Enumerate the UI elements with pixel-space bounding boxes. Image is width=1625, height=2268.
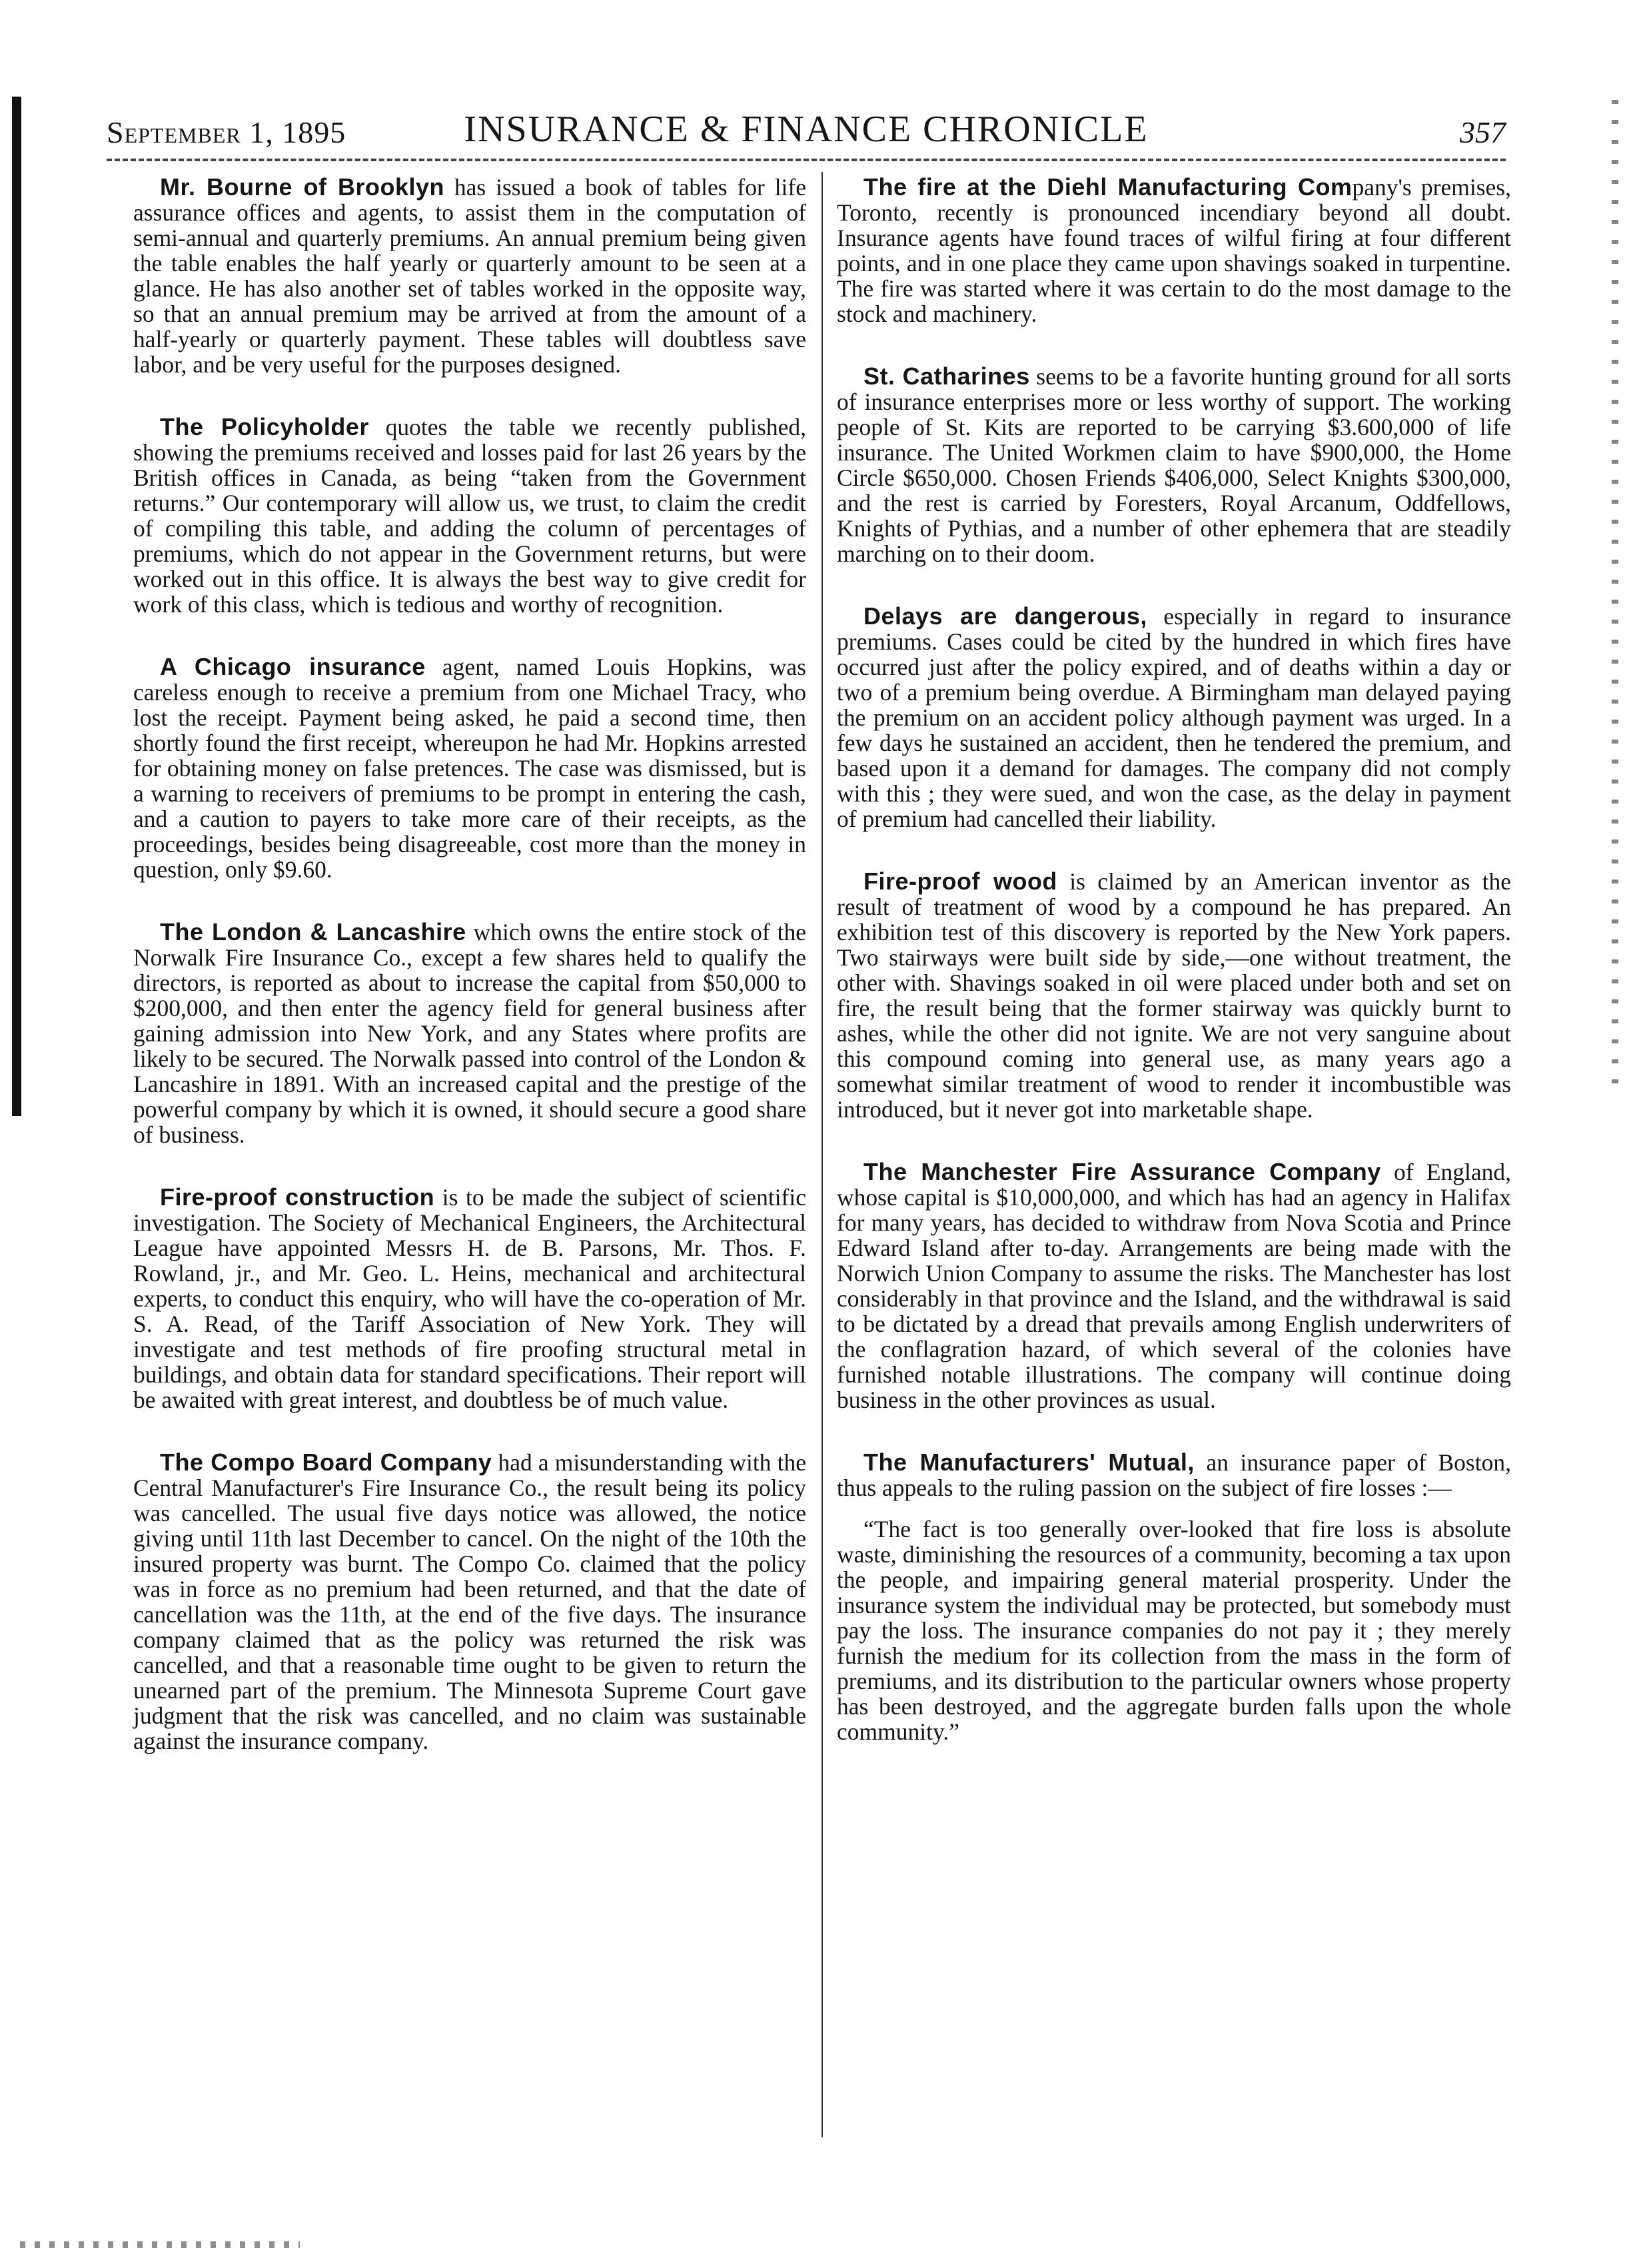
column-divider <box>821 172 823 2137</box>
article-lead: The Manufacturers' Mutual, <box>863 1448 1195 1476</box>
issue-date: September 1, 1895 <box>107 115 346 149</box>
article-lead: Mr. Bourne of Brooklyn <box>160 173 445 201</box>
article-text <box>837 604 1511 832</box>
article-text <box>133 1450 806 1754</box>
article-body: seems to be a favorite hunting ground for all sorts of insurance enterprises more or less worthy of support. The working people of St. Kits are reported to be carrying $3.600,000 of life insurance. The United Workmen claim to have $900,000, the Home Circle $650,000. Chosen Friends $406,000, Select Knights $300,000, and the rest is carried by Foresters, Royal Arcanum, Oddfellows, Knights of Pythias, and a number of other ephemera that are steadily marching on to their doom. <box>837 363 1511 567</box>
article-body: has issued a book of tables for life assurance offices and agents, to assist them in the computation of semi-annual and quarterly premiums. An annual premium being given the table enables the half yearly or quarterly amount to be seen at a glance. He has also another set of tables worked in the opposite way, so that an annual premium may be arrived at from the amount of a half-yearly or quarterly payment. These tables will doubtless save labor, and be very useful for the purposes designed. <box>133 174 806 378</box>
article-lead: The London & Lancashire <box>160 918 466 945</box>
article-body: had a misunderstanding with the Central Manufacturer's Fire Insurance Co., the result being its policy was cancelled. The usual five days notice was allowed, the notice giving until 11th last December to cancel. On the night of the 10th the insured property was burnt. The Compo Co. claimed that the policy was in force as no premium had been returned, and that the date of cancellation was the 11th, at the end of the five days. The insurance company claimed that as the policy was returned the risk was cancelled, and that a reasonable time ought to be given to return the unearned part of the premium. The Minnesota Supreme Court gave judgment that the risk was cancelled, and no claim was sustainable against the insurance company. <box>133 1449 806 1754</box>
article-text <box>837 175 1511 326</box>
article-text <box>133 919 806 1147</box>
article-text <box>837 1450 1511 1500</box>
header-rule <box>107 159 1506 161</box>
article-lead: The Compo Board Company <box>160 1448 492 1476</box>
article-lead: Delays are dangerous, <box>863 602 1147 630</box>
scan-edge-speckle <box>1612 100 1618 1099</box>
article-lead: A Chicago insurance <box>160 653 426 680</box>
article-diehl-fire <box>837 175 1511 326</box>
article-body: an insurance paper of Boston, thus appeals to the ruling passion on the subject of fire losses :— <box>837 1449 1511 1501</box>
article-text <box>133 654 806 882</box>
publication-title: INSURANCE & FINANCE CHRONICLE <box>464 109 1149 150</box>
article-fireproof-wood <box>837 869 1511 1122</box>
article-body: quotes the table we recently published, showing the premiums received and losses paid for last 26 years by the British offices in Canada, as being “taken from the Government returns.” Our contemporary will allow us, we trust, to claim the credit of compiling this table, and adding the column of percentages of premiums, which do not appear in the Government returns, but were worked out in this office. It is always the best way to give credit for work of this class, which is tedious and worthy of recognition. <box>133 414 806 618</box>
article-body: is claimed by an American inventor as the result of treatment of wood by a compound he has prepared. An exhibition test of this discovery is reported by the New York papers. Two stairways were built side by side,—one without treatment, the other with. Shavings soaked in oil were placed under both and set on fire, the result being that the former stairway was quickly burnt to ashes, while the other did not ignite. We are not very sanguine about this compound coming into general use, as many years ago a somewhat similar treatment of wood to render it incombustible was introduced, but it never got into marketable shape. <box>837 868 1511 1123</box>
article-body: agent, named Louis Hopkins, was careless enough to receive a premium from one Michael Tracy, who lost the receipt. Payment being asked, he paid a second time, then shortly found the first receipt, whereupon he had Mr. Hopkins arrested for obtaining money on false pretences. The case was dismissed, but is a warning to receivers of premiums to be prompt in entering the cash, and a caution to payers to take more care of their receipts, as the proceedings, besides being disagreeable, cost more than the money in question, only $9.60. <box>133 654 807 883</box>
article-manchester-fire <box>837 1159 1511 1413</box>
article-body: pany's premises, Toronto, recently is pronounced incendiary beyond all doubt. Insurance agents have found traces of wilful firing at four different points, and in one place they came upon shavings soaked in turpentine. The fire was started where it was certain to do the most damage to the stock and machinery. <box>837 174 1511 327</box>
article-chicago-agent <box>133 654 806 882</box>
article-st-catharines <box>837 364 1511 566</box>
article-bourne-tables <box>133 175 806 377</box>
article-lead: The fire at the Diehl Manufacturing Com <box>863 173 1353 201</box>
article-text <box>133 175 806 377</box>
article-compo-board <box>133 1450 806 1754</box>
article-lead: St. Catharines <box>863 362 1030 390</box>
article-manufacturers-mutual <box>837 1450 1511 1744</box>
page-number: 357 <box>1460 115 1506 149</box>
left-column <box>133 175 806 1791</box>
article-lead: The Policyholder <box>160 413 369 440</box>
page-header <box>107 100 1506 160</box>
article-body: which owns the entire stock of the Norwalk Fire Insurance Co., except a few shares held to qualify the directors, is reported as about to increase the capital from $50,000 to $200,000, and then enter the agency field for general business after gaining admission into New York, and any States where profits are likely to be secured. The Norwalk passed into control of the London & Lancashire in 1891. With an increased capital and the prestige of the powerful company by which it is owned, it should secure a good share of business. <box>133 919 807 1148</box>
article-quote: “The fact is too generally over-looked that fire loss is absolute waste, diminishing the resources of a community, becoming a tax upon the people, and impairing general material prosperity. Under the insurance system the individual may be protected, but somebody must pay the loss. The insurance companies do not pay it ; they merely furnish the medium for its collection from the mass in the form of premiums, and its distribution to the particular owners whose property has been destroyed, and the aggregate burden falls upon the whole community.” <box>837 1516 1511 1745</box>
article-body: especially in regard to insurance premiums. Cases could be cited by the hundred in which fires have occurred just after the policy expired, and of deaths within a day or two of a premium being overdue. A Birmingham man delayed paying the premium on an accident policy although payment was urged. In a few days he sustained an accident, then he tendered the premium, and based upon it a demand for damages. The company did not comply with this ; they were sued, and won the case, as the delay in payment of premium had cancelled their liability. <box>837 603 1512 832</box>
article-lead: The Manchester Fire Assurance Company <box>863 1158 1381 1185</box>
article-lead: Fire-proof wood <box>863 867 1057 895</box>
article-text <box>837 869 1511 1122</box>
article-lead: Fire-proof construction <box>160 1183 435 1211</box>
article-london-lancashire <box>133 919 806 1147</box>
article-policyholder <box>133 414 806 617</box>
article-text <box>837 364 1511 566</box>
article-text <box>837 1159 1511 1413</box>
right-column <box>837 175 1511 1782</box>
scan-bottom-speckle <box>20 2241 300 2248</box>
article-body: is to be made the subject of scientific investigation. The Society of Mechanical Engineers, the Architectural League have appointed Messrs H. de B. Parsons, Mr. Thos. F. Rowland, jr., and Mr. Geo. L. Heins, mechanical and architectural experts, to conduct this enquiry, who will have the co-operation of Mr. S. A. Read, of the Tariff Association of New York. They will investigate and test methods of fire proofing structural metal in buildings, and obtain data for standard specifications. Their report will be awaited with great interest, and doubtless be of much value. <box>133 1184 806 1413</box>
article-text <box>133 1185 806 1413</box>
scan-edge-mark <box>12 97 21 1116</box>
article-fireproof-construction <box>133 1185 806 1413</box>
article-delays-dangerous <box>837 604 1511 832</box>
article-body: of England, whose capital is $10,000,000, and which has had an agency in Halifax for many years, has decided to withdraw from Nova Scotia and Prince Edward Island after to-day. Arrangements are being made with the Norwich Union Company to assume the risks. The Manchester has lost considerably in that province and the Island, and the withdrawal is said to be dictated by a dread that prevails among English underwriters of the conflagration hazard, of which several of the colonies have furnished notable illustrations. The company will continue doing business in the other provinces as usual. <box>837 1159 1511 1413</box>
article-text <box>133 414 806 617</box>
